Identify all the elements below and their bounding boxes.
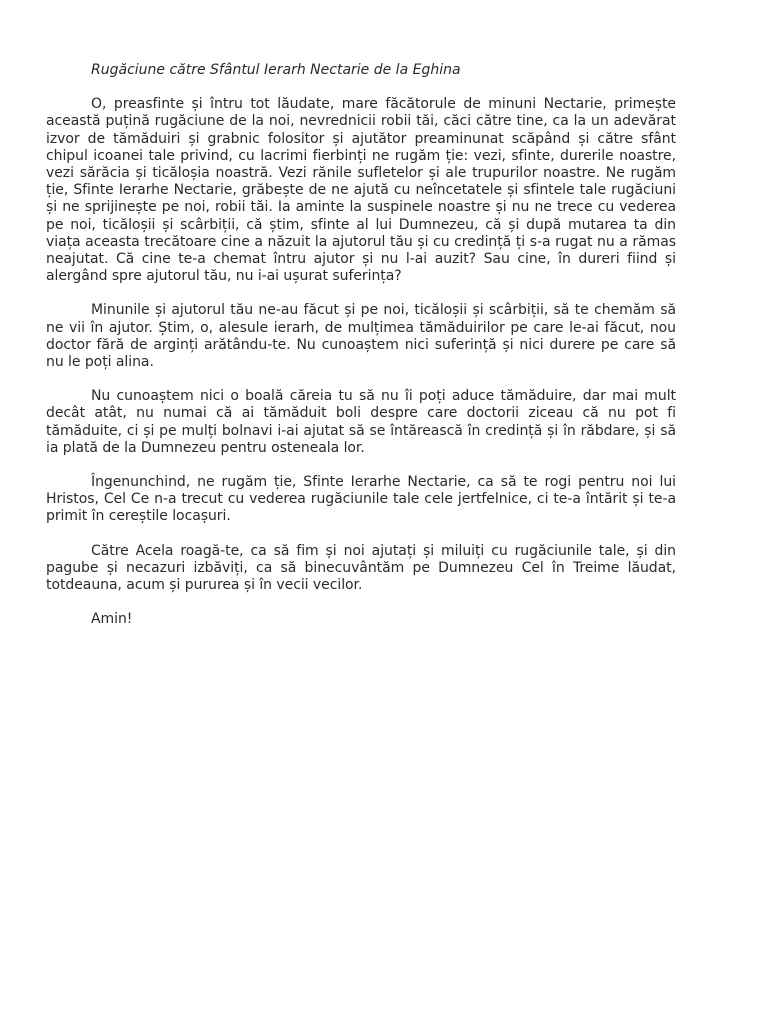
paragraph: Nu cunoaștem nici o boală căreia tu să nu îi poți aduce tămăduire, dar mai mult decât atât, nu numai că ai tămăduit boli despre care doctorii ziceau că nu pot fi tămăduite, ci și pe mulți bolnavi i-ai ajutat să se întărească în credință și în răbdare, și să ia plată de la Dumnezeu pentru osteneala lor. [46, 388, 676, 456]
paragraph: Către Acela roagă-te, ca să fim și noi ajutați și miluiți cu rugăciunile tale, și din pagube și necazuri izbăviți, ca să binecuvântăm pe Dumnezeu Cel în Treime lăudat, totdeauna, acum și pururea și în vecii vecilor. [46, 542, 676, 594]
paragraph: O, preasfinte și întru tot lăudate, mare făcătorule de minuni Nectarie, primește această puțină rugăciune de la noi, nevrednicii robii tăi, căci către tine, ca la un adevărat izvor de tămăduiri și grabnic folositor și ajutător preaminunat scăpând și către sfânt chipul icoanei tale privind, cu lacrimi fierbinți ne rugăm ție: vezi, sfinte, durerile noastre, vezi sărăcia și ticăloșia noastră. Vezi rănile sufletelor și ale trupurilor noastre. Ne rugăm ție, Sfinte Ierarhe Nectarie, grăbește de ne ajută cu neîncetatele și sfintele tale rugăciuni și ne sprijinește pe noi, robii tăi. Ia aminte la suspinele noastre și nu ne trece cu vederea pe noi, ticăloșii și scârbiții, că știm, sfinte al lui Dumnezeu, că și după mutarea ta din viața aceasta trecătoare cine a năzuit la ajutorul tău și cu credință ți s-a rugat nu a rămas neajutat. Că cine te-a chemat întru ajutor și nu l-ai auzit? Sau cine, în dureri fiind și alergând spre ajutorul tău, nu i-ai ușurat suferința? [46, 96, 676, 285]
closing-amen: Amin! [91, 611, 133, 628]
paragraph: Îngenunchind, ne rugăm ție, Sfinte Ierarhe Nectarie, ca să te rogi pentru noi lui Hristos, Cel Ce n-a trecut cu vederea rugăciunile tale cele jertfelnice, ci te-a întărit și te-a primit în cereștile locașuri. [46, 474, 676, 525]
document-body [46, 62, 676, 628]
document-title: Rugăciune către Sfântul Ierarh Nectarie de la Eghina [91, 62, 461, 78]
paragraph: Minunile și ajutorul tău ne-au făcut și pe noi, ticăloșii și scârbiții, să te chemăm să ne vii în ajutor. Știm, o, alesule ierarh, de mulțimea tămăduirilor pe care le-ai făcut, nou doctor fără de arginți arătându-te. Nu cunoaștem nici suferință și nici durere pe care să nu le poți alina. [46, 302, 676, 371]
